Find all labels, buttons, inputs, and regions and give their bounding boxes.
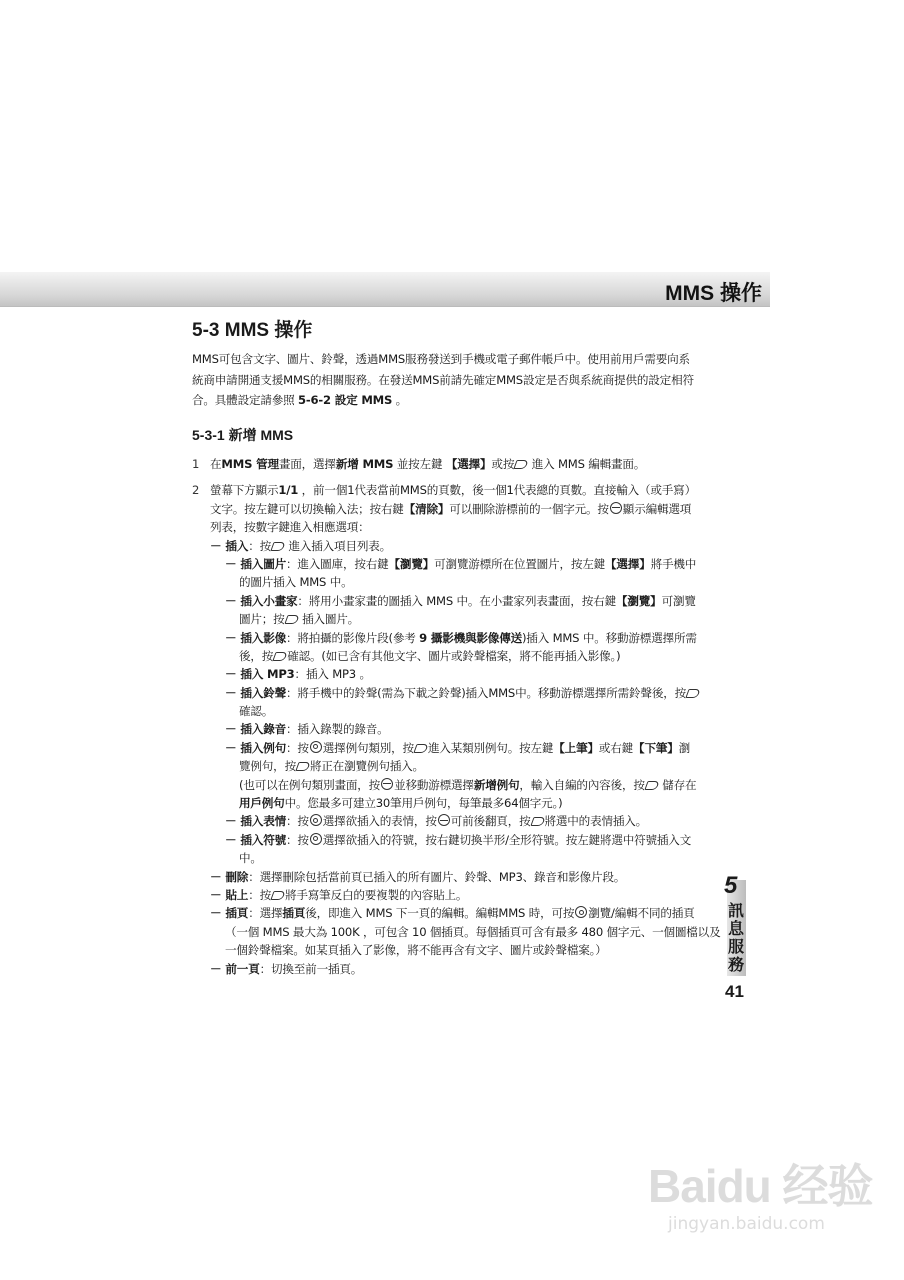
text-run: 列表，按數字鍵進入相應選項： bbox=[210, 520, 370, 535]
ok-key-icon bbox=[270, 542, 285, 551]
text-run: 進入插入項目列表。 bbox=[285, 538, 392, 553]
ok-key-icon bbox=[514, 460, 529, 469]
intro-line bbox=[192, 349, 732, 370]
text-run: 統商申請開通支援MMS的相關服務。在發送MMS前請先確定MMS設定是否與系統商提供的設定相符 bbox=[192, 372, 694, 387]
text-run: 一個鈴聲檔案。如某頁插入了影像，將不能再含有文字、圖片或鈴聲檔案。） bbox=[225, 943, 607, 958]
text-run: 插入小畫家 bbox=[240, 593, 298, 608]
list-line bbox=[192, 665, 732, 683]
text-run: 合。具體設定請參照 bbox=[192, 393, 299, 407]
bullet-dash: － bbox=[225, 814, 237, 829]
chapter-header-title: MMS 操作 bbox=[665, 282, 762, 305]
list-line bbox=[192, 960, 732, 978]
list-line bbox=[192, 868, 732, 886]
list-line bbox=[192, 812, 732, 830]
text-run: 【選擇】 bbox=[605, 556, 651, 571]
ok-key-icon bbox=[644, 781, 659, 790]
text-run: 【瀏覽】 bbox=[388, 556, 435, 571]
bullet-dash: － bbox=[210, 961, 222, 976]
list-line bbox=[192, 555, 732, 573]
bullet-dash: － bbox=[210, 869, 222, 884]
text-run: 在 bbox=[210, 457, 222, 471]
ok-key-icon bbox=[273, 652, 288, 661]
bullet-dash: － bbox=[225, 722, 237, 737]
text-run: ：插入錄製的錄音。 bbox=[285, 722, 389, 737]
text-run: ：按 bbox=[285, 814, 309, 829]
text-run: 【選擇】 bbox=[445, 457, 492, 471]
menu-key-icon bbox=[381, 778, 393, 790]
bullet-dash: － bbox=[225, 740, 237, 755]
text-run: 插頁 bbox=[282, 906, 306, 921]
text-run: ：按 bbox=[285, 740, 309, 755]
step-number: 1 bbox=[192, 457, 200, 471]
menu-key-icon bbox=[438, 814, 450, 826]
text-run: 選擇欲插入的表情，按 bbox=[322, 814, 437, 829]
section-title: 5-3 MMS 操作 bbox=[192, 320, 313, 341]
ok-key-icon bbox=[530, 817, 545, 826]
text-run: 貼上 bbox=[225, 887, 249, 902]
text-run: 【下筆】 bbox=[633, 740, 679, 755]
list-line bbox=[192, 904, 732, 922]
chapter-number: 5 bbox=[724, 872, 738, 899]
step-number: 2 bbox=[192, 483, 200, 498]
text-run: 可以刪除游標前的一個字元。按 bbox=[449, 501, 609, 516]
text-run: ：切換至前一插頁。 bbox=[259, 961, 363, 976]
ok-key-icon bbox=[685, 689, 700, 698]
text-run: (也可以在例句類別畫面，按 bbox=[239, 777, 381, 792]
bullet-dash: － bbox=[225, 832, 237, 847]
list-line bbox=[192, 592, 732, 610]
list-line bbox=[192, 849, 732, 867]
intro-line bbox=[192, 390, 732, 411]
list-line bbox=[192, 610, 732, 628]
text-run: 中。您最多可建立30筆用戶例句，每筆最多64個字元。) bbox=[284, 796, 563, 811]
bullet-dash: － bbox=[225, 667, 237, 682]
text-run: ：將手機中的鈴聲(需為下載之鈴聲)插入MMS中。移動游標選擇所需鈴聲後，按 bbox=[285, 685, 686, 700]
text-run: 後，按 bbox=[239, 648, 274, 663]
text-run: 插入表情 bbox=[240, 814, 286, 829]
text-run: 進入 MMS 編輯畫面。 bbox=[528, 457, 646, 471]
text-run: 插入 MP3 bbox=[240, 667, 295, 682]
text-run: 並按左鍵 bbox=[393, 457, 446, 471]
watermark-logo: Baidu 经验 bbox=[648, 1160, 873, 1212]
subsection-title: 5-3-1 新增 MMS bbox=[192, 427, 294, 443]
text-run: )插入 MMS 中。移動游標選擇所需 bbox=[521, 630, 697, 645]
text-run: ：選擇 bbox=[248, 906, 283, 921]
list-line bbox=[192, 886, 732, 904]
list-line bbox=[192, 481, 732, 499]
chapter-header-band bbox=[0, 272, 770, 307]
text-run: 覽例句，按 bbox=[239, 759, 296, 774]
text-run: 選擇欲插入的符號，按右鍵切換半形/全形符號。按左鍵將選中符號插入文 bbox=[322, 832, 692, 847]
text-run: 插入 bbox=[225, 538, 249, 553]
text-run: 。 bbox=[392, 393, 408, 407]
text-run: ：按 bbox=[248, 538, 271, 553]
nav-key-icon bbox=[575, 906, 587, 918]
text-run: 前一頁 bbox=[225, 961, 260, 976]
bullet-dash: － bbox=[210, 906, 222, 921]
text-run: 將選中的表情插入。 bbox=[544, 814, 648, 829]
instruction-list bbox=[192, 455, 732, 978]
text-run: 將手機中 bbox=[650, 556, 697, 571]
list-line bbox=[192, 500, 732, 518]
text-run: 儲存在 bbox=[658, 777, 697, 792]
list-line bbox=[192, 831, 732, 849]
text-run: MMS 管理 bbox=[221, 457, 279, 471]
text-run: 中。 bbox=[239, 851, 262, 866]
ok-key-icon bbox=[413, 744, 428, 753]
text-run: 並移動游標選擇 bbox=[394, 777, 474, 792]
text-run: 後，即進入 MMS 下一頁的編輯。編輯MMS 時，可按 bbox=[305, 906, 575, 921]
text-run: ：進入圖庫，按右鍵 bbox=[285, 556, 389, 571]
text-run: ：插入 MP3 。 bbox=[294, 667, 371, 682]
text-run: 【上筆】 bbox=[553, 740, 599, 755]
watermark bbox=[648, 1150, 873, 1234]
list-line bbox=[192, 739, 732, 757]
list-line bbox=[192, 720, 732, 738]
text-run: 【清除】 bbox=[403, 501, 450, 516]
text-run: 可瀏覽游標所在位置圖片，按左鍵 bbox=[434, 556, 606, 571]
ok-key-icon bbox=[295, 762, 310, 771]
nav-key-icon bbox=[310, 741, 322, 753]
text-run: ：將拍攝的影像片段(參考 bbox=[285, 630, 420, 645]
text-run: 插入錄音 bbox=[240, 722, 286, 737]
text-run: 插入圖片。 bbox=[298, 612, 360, 627]
text-run: 插入圖片 bbox=[240, 556, 286, 571]
intro-line bbox=[192, 370, 732, 391]
list-line bbox=[192, 757, 732, 775]
text-run: 可前後翻頁，按 bbox=[450, 814, 531, 829]
text-run: ：按 bbox=[285, 832, 309, 847]
text-run: ：選擇刪除包括當前頁已插入的所有圖片、鈴聲、MP3、錄音和影像片段。 bbox=[248, 869, 626, 884]
intro-paragraph bbox=[192, 349, 732, 411]
text-run: 用戶例句 bbox=[239, 796, 285, 811]
nav-key-icon bbox=[310, 833, 322, 845]
text-run: 將手寫筆反白的要複製的內容貼上。 bbox=[285, 887, 468, 902]
text-run: 刪除 bbox=[225, 869, 249, 884]
text-run: 插入鈴聲 bbox=[240, 685, 286, 700]
text-run: MMS可包含文字、圖片、鈴聲，透過MMS服務發送到手機或電子郵件帳戶中。使用前用戶需要向系 bbox=[192, 352, 690, 366]
text-run: 或右鍵 bbox=[598, 740, 634, 755]
bullet-dash: － bbox=[225, 685, 237, 700]
text-run: （一個 MMS 最大為 100K ，可包含 10 個插頁。每個插頁可含有最多 480 個字元、一個圖檔以及 bbox=[225, 924, 721, 939]
list-line bbox=[192, 518, 732, 536]
list-line bbox=[192, 684, 732, 702]
list-line bbox=[192, 629, 732, 647]
text-run: 確認。(如已含有其他文字、圖片或鈴聲檔案，將不能再插入影像。) bbox=[287, 648, 621, 663]
text-run: ，前一個1代表當前MMS的頁數，後一個1代表總的頁數。直接輸入（或手寫） bbox=[298, 483, 696, 498]
watermark-url: jingyan.baidu.com bbox=[668, 1214, 825, 1234]
bullet-dash: － bbox=[210, 538, 222, 553]
list-line bbox=[192, 923, 732, 941]
text-run: 新增例句 bbox=[473, 777, 520, 792]
list-line bbox=[192, 941, 732, 959]
list-line bbox=[192, 647, 732, 665]
text-run: 【瀏覽】 bbox=[615, 593, 662, 608]
bullet-dash: － bbox=[225, 630, 237, 645]
text-run: 進入某類別例句。按左鍵 bbox=[427, 740, 554, 755]
ok-key-icon bbox=[270, 891, 285, 900]
list-line bbox=[192, 455, 732, 473]
nav-key-icon bbox=[310, 814, 322, 826]
text-run: 顯示編輯選項 bbox=[622, 501, 692, 516]
text-run: 瀏覽/編輯不同的插頁 bbox=[588, 906, 695, 921]
ok-key-icon bbox=[284, 615, 299, 624]
menu-key-icon bbox=[610, 502, 622, 514]
list-line bbox=[192, 702, 732, 720]
text-run: 選擇例句類別，按 bbox=[322, 740, 414, 755]
text-run: 文字。按左鍵可以切換輸入法；按右鍵 bbox=[210, 501, 404, 516]
text-run: ：將用小畫家畫的圖插入 MMS 中。在小畫家列表畫面，按右鍵 bbox=[297, 593, 616, 608]
chapter-label: 訊息服務 bbox=[728, 901, 745, 974]
text-run: 畫面，選擇 bbox=[278, 457, 336, 471]
bullet-dash: － bbox=[210, 887, 222, 902]
bullet-dash: － bbox=[225, 593, 237, 608]
text-run: 插頁 bbox=[225, 906, 249, 921]
page-number: 41 bbox=[725, 982, 744, 1001]
text-run: 插入例句 bbox=[240, 740, 286, 755]
text-run: 插入符號 bbox=[240, 832, 286, 847]
list-line bbox=[192, 573, 732, 591]
text-run: 將正在瀏覽例句插入。 bbox=[309, 759, 424, 774]
bullet-dash: － bbox=[225, 556, 237, 571]
text-run: 5-6-2 設定 MMS bbox=[298, 393, 393, 407]
list-line bbox=[192, 776, 732, 794]
text-run: 圖片；按 bbox=[239, 612, 285, 627]
text-run: 螢幕下方顯示 bbox=[210, 483, 279, 498]
text-run: 插入影像 bbox=[240, 630, 286, 645]
text-run: 確認。 bbox=[239, 704, 274, 719]
text-run: 1/1 bbox=[278, 483, 299, 498]
text-run: 可瀏覽 bbox=[661, 593, 696, 608]
text-run: 或按 bbox=[491, 457, 515, 471]
text-run: ，輸入自編的內容後，按 bbox=[519, 777, 645, 792]
list-line bbox=[192, 794, 732, 812]
text-run: 新增 MMS bbox=[335, 457, 394, 471]
text-run: 的圖片插入 MMS 中。 bbox=[239, 575, 353, 590]
text-run: 瀏 bbox=[678, 740, 691, 755]
text-run: ：按 bbox=[248, 887, 271, 902]
text-run: 9 攝影機與影像傳送 bbox=[419, 630, 522, 645]
list-line bbox=[192, 537, 732, 555]
